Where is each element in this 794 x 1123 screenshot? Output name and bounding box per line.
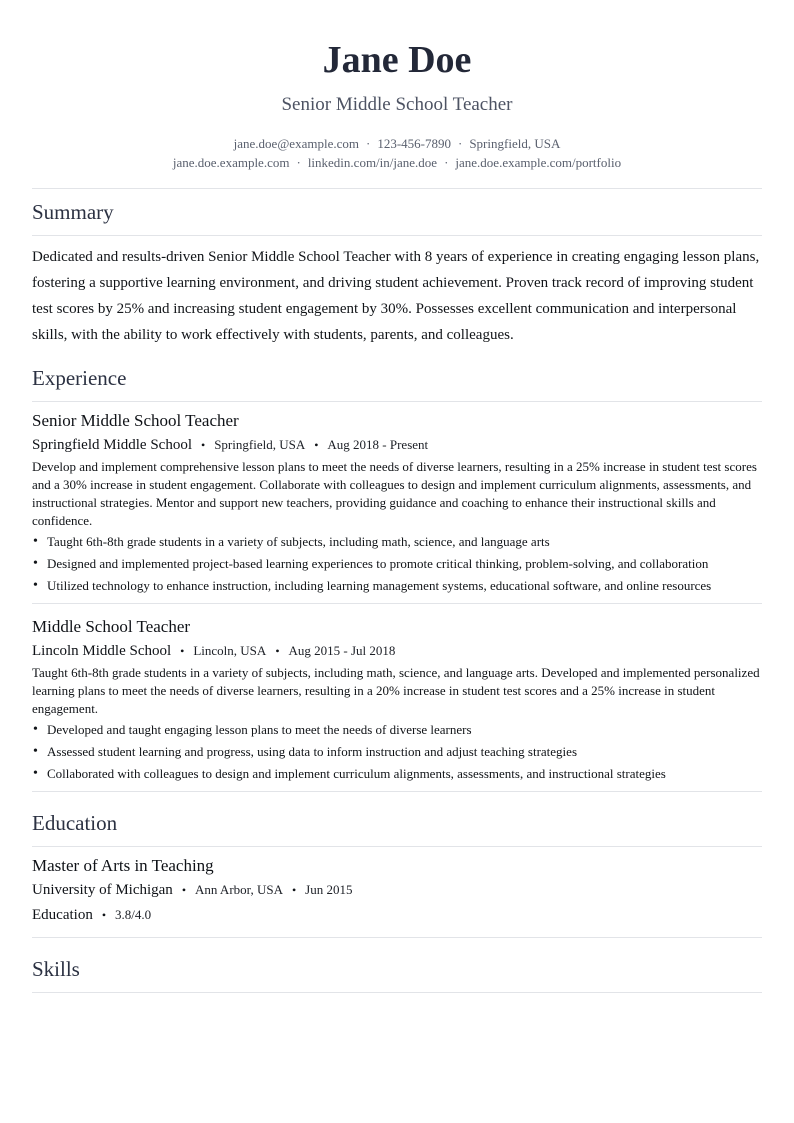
separator: · (457, 136, 463, 151)
gpa-value: 3.8/4.0 (115, 907, 152, 922)
job-title: Middle School Teacher (32, 617, 191, 636)
candidate-name: Jane Doe (322, 39, 472, 81)
summary-text: Dedicated and results-driven Senior Middle School Teacher with 8 years of experience in creating engaging lesson plans, fostering a supportive learning environment, and driving student achievement. Proven track record of improving student test scores by 25% and increasing student engagement by 30%. Possesses excellent communication and interpersonal skills, with the ability to work effectively with students, parents, and colleagues. (32, 249, 760, 343)
separator: · (296, 155, 301, 170)
summary-heading: Summary (32, 200, 114, 224)
education-meta (32, 880, 762, 900)
bullet-separator: • (181, 883, 187, 897)
education-heading: Education (32, 811, 118, 835)
location: Springfield, USA (469, 136, 561, 151)
job-dates: Aug 2015 - Jul 2018 (288, 643, 396, 658)
portfolio-link[interactable]: jane.doe.example.com/portfolio (455, 155, 622, 170)
phone-number[interactable]: 123-456-7890 (377, 136, 451, 151)
list-item: • Assessed student learning and progress, using data to inform instruction and adjust teaching strategies (32, 743, 762, 761)
education-entry (32, 855, 762, 925)
contact-line-1 (32, 134, 762, 153)
separator: · (444, 155, 449, 170)
divider (32, 791, 762, 792)
organization: Lincoln Middle School (32, 643, 172, 659)
list-item: • Collaborated with colleagues to design and implement curriculum alignments, assessments, and instructional strategies (32, 765, 762, 783)
bullet-separator: • (291, 883, 297, 897)
list-item: • Developed and taught engaging lesson plans to meet the needs of diverse learners (32, 721, 762, 739)
experience-entry (32, 410, 762, 595)
institution: University of Michigan (32, 882, 173, 898)
experience-heading: Experience (32, 366, 127, 390)
bullet-separator: • (101, 908, 107, 922)
gpa-row (32, 905, 762, 925)
job-bullets (32, 721, 762, 783)
job-dates: Aug 2018 - Present (327, 437, 429, 452)
divider (32, 603, 762, 604)
divider (32, 188, 762, 189)
experience-entry (32, 616, 762, 783)
divider (32, 401, 762, 402)
list-item: • Taught 6th-8th grade students in a variety of subjects, including math, science, and language arts (32, 533, 762, 551)
job-description: Taught 6th-8th grade students in a variety of subjects, including math, science, and language arts. Developed and implemented personalized learning plans to meet the needs of diverse learners, resulting in a 20% increase in student test scores and a 25% increase in student engagement. (32, 665, 760, 716)
contact-line-2 (32, 153, 762, 172)
linkedin-link[interactable]: linkedin.com/in/jane.doe (307, 155, 438, 170)
bullet-separator: • (201, 438, 206, 452)
job-description: Develop and implement comprehensive lesson plans to meet the needs of diverse learners, resulting in a 25% increase in student test scores and a 30% increase in student engagement. Collaborate with colleagues to design and implement curriculum alignments, assessments, and instructional strategies. Mentor and support new teachers, providing guidance and coaching to enhance their instructional skills and confidence. (32, 459, 757, 528)
list-item: • Designed and implemented project-based learning experiences to promote critical thinking, problem-solving, and collaboration (32, 555, 762, 573)
job-location: Springfield, USA (214, 437, 306, 452)
divider (32, 846, 762, 847)
education-date: Jun 2015 (305, 882, 353, 897)
bullet-separator: • (314, 438, 319, 452)
job-title: Senior Middle School Teacher (32, 411, 239, 430)
bullet-separator: • (275, 644, 280, 658)
job-meta (32, 435, 762, 455)
skills-heading: Skills (32, 957, 80, 981)
list-item: • Utilized technology to enhance instruction, including learning management systems, educational software, and online resources (32, 577, 762, 595)
divider (32, 937, 762, 938)
divider (32, 992, 762, 993)
candidate-title: Senior Middle School Teacher (281, 94, 513, 115)
bullet-separator: • (180, 644, 185, 658)
job-meta (32, 641, 762, 661)
divider (32, 235, 762, 236)
education-location: Ann Arbor, USA (195, 882, 283, 897)
organization: Springfield Middle School (32, 437, 192, 453)
email-link[interactable]: jane.doe@example.com (233, 136, 359, 151)
degree: Master of Arts in Teaching (32, 856, 214, 875)
website-link[interactable]: jane.doe.example.com (172, 155, 290, 170)
job-bullets (32, 533, 762, 595)
gpa-label: Education (32, 907, 93, 923)
separator: · (365, 136, 371, 151)
job-location: Lincoln, USA (193, 643, 267, 658)
